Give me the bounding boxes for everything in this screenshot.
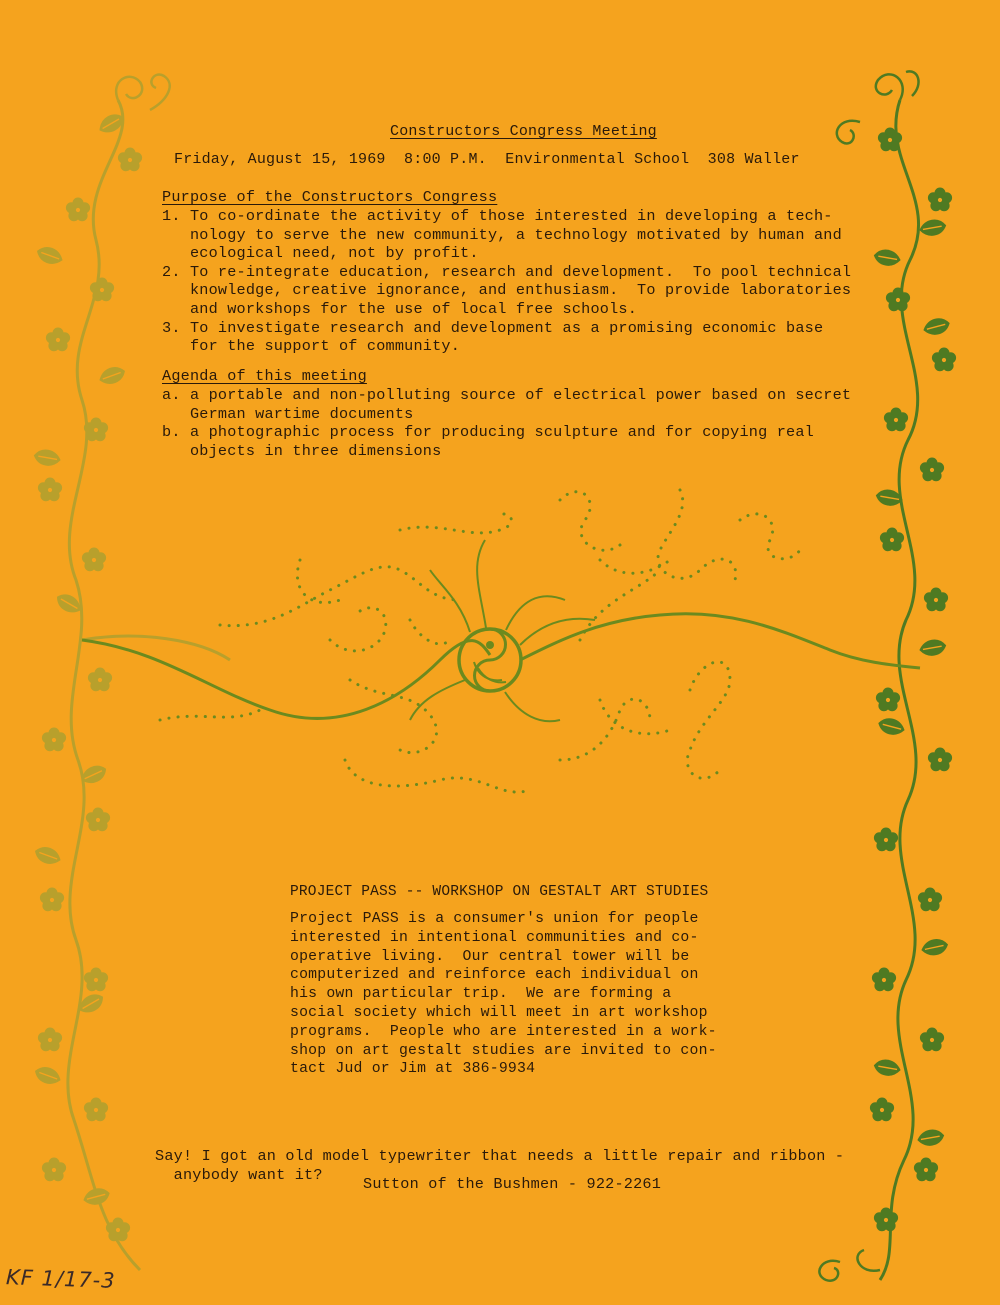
meeting-details: Friday, August 15, 1969 8:00 P.M. Environmental School 308 Waller <box>174 151 800 168</box>
typewriter-offer: Say! I got an old model typewriter that needs a little repair and ribbon - anybody want it? <box>155 1147 845 1184</box>
archive-handwritten-note: KF 1/17-3 <box>5 1265 117 1293</box>
agenda-heading: Agenda of this meeting <box>162 367 367 385</box>
project-pass-heading: PROJECT PASS -- WORKSHOP ON GESTALT ART STUDIES <box>290 884 709 900</box>
typewriter-contact: Sutton of the Bushmen - 922-2261 <box>363 1175 662 1193</box>
purpose-list: 1. To co-ordinate the activity of those interested in developing a tech- nology to serve the new community, a technology motivated by human and ecological need, not by profit. 2. To re-integrate education, research and development. To pool technical knowledge, creative ignorance, and enthusiasm. To provide laboratories and workshops for the use of local free schools. 3. To investigate research and development as a promising economic base for the support of community. <box>162 207 852 356</box>
project-pass-body: Project PASS is a consumer's union for people interested in intentional communities and co- operative living. Our central tower will be computerized and reinforce each individual on his own particular trip. We are forming a social society which will meet in art workshop programs. People who are interested in a work- shop on art gestalt studies are invited to con- tact Jud or Jim at 386-9934 <box>290 911 717 1078</box>
center-yin-yang-ornament <box>82 540 920 721</box>
agenda-list: a. a portable and non-polluting source of electrical power based on secret German wartime documents b. a photographic process for producing sculpture and for copying real objects in three dimensions <box>162 386 852 460</box>
meeting-title: Constructors Congress Meeting <box>390 123 657 140</box>
dotted-tendrils <box>160 490 800 792</box>
purpose-heading: Purpose of the Constructors Congress <box>162 188 498 206</box>
